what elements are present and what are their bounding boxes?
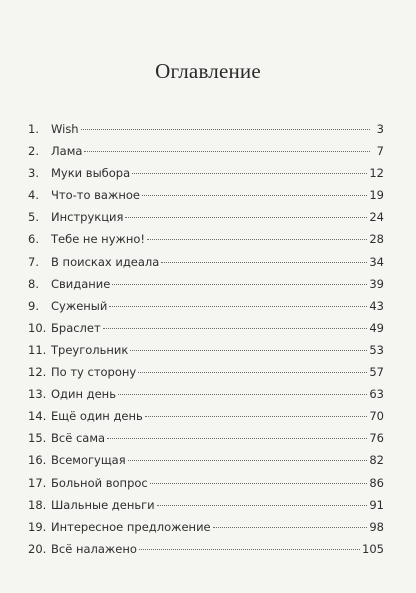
toc-entry-number: 8. [28, 276, 39, 291]
toc-entry-title: Треугольник [51, 342, 129, 357]
toc-entry [28, 405, 384, 427]
toc-entry-number: 7. [28, 254, 39, 269]
toc-entry-number: 16. [28, 453, 47, 468]
toc-entry-page: 53 [369, 342, 384, 357]
toc-entry-title: Wish [51, 122, 79, 136]
toc-entry-number: 15. [28, 431, 47, 446]
toc-entry [28, 140, 384, 162]
toc-entry-number: 1. [28, 122, 39, 136]
toc-dot-leader [138, 372, 367, 373]
toc-entry-title: Муки выбора [51, 166, 131, 181]
toc-entry-title: Больной вопрос [51, 475, 148, 490]
toc-entry [28, 273, 384, 295]
toc-entry-title: По ту сторону [51, 365, 137, 380]
toc-entry-title: Всемогущая [51, 453, 126, 468]
toc-dot-leader [112, 284, 367, 285]
toc-entry [28, 317, 384, 339]
toc-entry-page: 91 [369, 497, 384, 512]
toc-entry-title: Всё налажено [51, 541, 137, 556]
toc-entry [28, 516, 384, 538]
toc-entry-title: Тебе не нужно! [51, 232, 146, 247]
toc-entry [28, 538, 384, 560]
toc-entry-title: Ещё один день [51, 409, 143, 424]
toc-entry-page: 57 [369, 365, 384, 380]
toc-entry-number: 11. [28, 342, 47, 357]
toc-entry-page: 24 [369, 210, 384, 225]
toc-entry-title: Браслет [51, 320, 101, 335]
toc-entry-page: 7 [376, 144, 384, 159]
toc-entry-title: Один день [51, 387, 116, 402]
toc-entry [28, 118, 384, 140]
toc-entry [28, 251, 384, 273]
toc-entry-number: 3. [28, 166, 39, 181]
toc-entry-title: Суженый [51, 298, 108, 313]
toc-entry [28, 206, 384, 228]
toc-entry [28, 427, 384, 449]
toc-entry-page: 63 [369, 387, 384, 402]
toc-entry-number: 18. [28, 497, 47, 512]
toc-dot-leader [81, 129, 370, 130]
page-title: Оглавление [155, 59, 261, 83]
toc-entry-page: 49 [369, 320, 384, 335]
toc-entry-title: Инструкция [51, 210, 124, 225]
toc-dot-leader [157, 505, 368, 506]
toc-dot-leader [103, 328, 368, 329]
toc-entry [28, 494, 384, 516]
toc-entry-page: 19 [369, 188, 384, 203]
toc-dot-leader [145, 416, 368, 417]
toc-entry [28, 383, 384, 405]
toc-dot-leader [150, 483, 368, 484]
toc-entry-page: 70 [369, 409, 384, 424]
toc-entry-number: 4. [28, 188, 39, 203]
toc-entry-page: 12 [369, 166, 384, 181]
toc-entry-number: 10. [28, 320, 47, 335]
toc-entry-number: 13. [28, 387, 47, 402]
toc-entry-title: Шальные деньги [51, 497, 155, 512]
toc-dot-leader [84, 151, 370, 152]
toc-entry-page: 105 [362, 541, 384, 556]
toc-dot-leader [109, 306, 367, 307]
table-of-contents [28, 118, 384, 560]
toc-entry [28, 472, 384, 494]
toc-entry-page: 76 [369, 431, 384, 446]
toc-entry-title: Свидание [51, 276, 111, 291]
toc-entry-number: 6. [28, 232, 39, 247]
toc-entry-title: Что-то важное [51, 188, 140, 203]
toc-entry-title: В поисках идеала [51, 254, 160, 269]
toc-entry-number: 17. [28, 475, 47, 490]
toc-dot-leader [125, 217, 367, 218]
toc-entry-number: 5. [28, 210, 39, 225]
toc-entry-number: 2. [28, 144, 39, 159]
toc-dot-leader [128, 460, 368, 461]
toc-dot-leader [161, 262, 367, 263]
toc-entry-number: 12. [28, 365, 47, 380]
toc-entry-page: 39 [369, 276, 384, 291]
toc-entry-number: 14. [28, 409, 47, 424]
toc-entry [28, 228, 384, 250]
toc-entry-title: Лама [51, 144, 83, 159]
toc-entry [28, 339, 384, 361]
toc-entry [28, 295, 384, 317]
toc-entry-title: Всё сама [51, 431, 106, 446]
toc-entry-page: 43 [369, 298, 384, 313]
toc-entry-page: 34 [369, 254, 384, 269]
toc-dot-leader [130, 350, 367, 351]
toc-entry [28, 184, 384, 206]
toc-dot-leader [118, 394, 367, 395]
toc-dot-leader [139, 549, 360, 550]
toc-entry [28, 449, 384, 471]
toc-entry-page: 82 [369, 453, 384, 468]
toc-entry [28, 361, 384, 383]
toc-entry-number: 20. [28, 541, 47, 556]
toc-entry-title: Интересное предложение [51, 519, 211, 534]
toc-dot-leader [147, 239, 367, 240]
toc-entry-page: 28 [369, 232, 384, 247]
toc-entry-page: 98 [369, 519, 384, 534]
toc-entry-page: 3 [376, 122, 384, 136]
toc-entry [28, 162, 384, 184]
toc-dot-leader [142, 195, 367, 196]
toc-entry-number: 19. [28, 519, 47, 534]
toc-entry-page: 86 [369, 475, 384, 490]
toc-dot-leader [107, 438, 367, 439]
toc-dot-leader [213, 527, 368, 528]
toc-dot-leader [132, 173, 367, 174]
toc-entry-number: 9. [28, 298, 39, 313]
